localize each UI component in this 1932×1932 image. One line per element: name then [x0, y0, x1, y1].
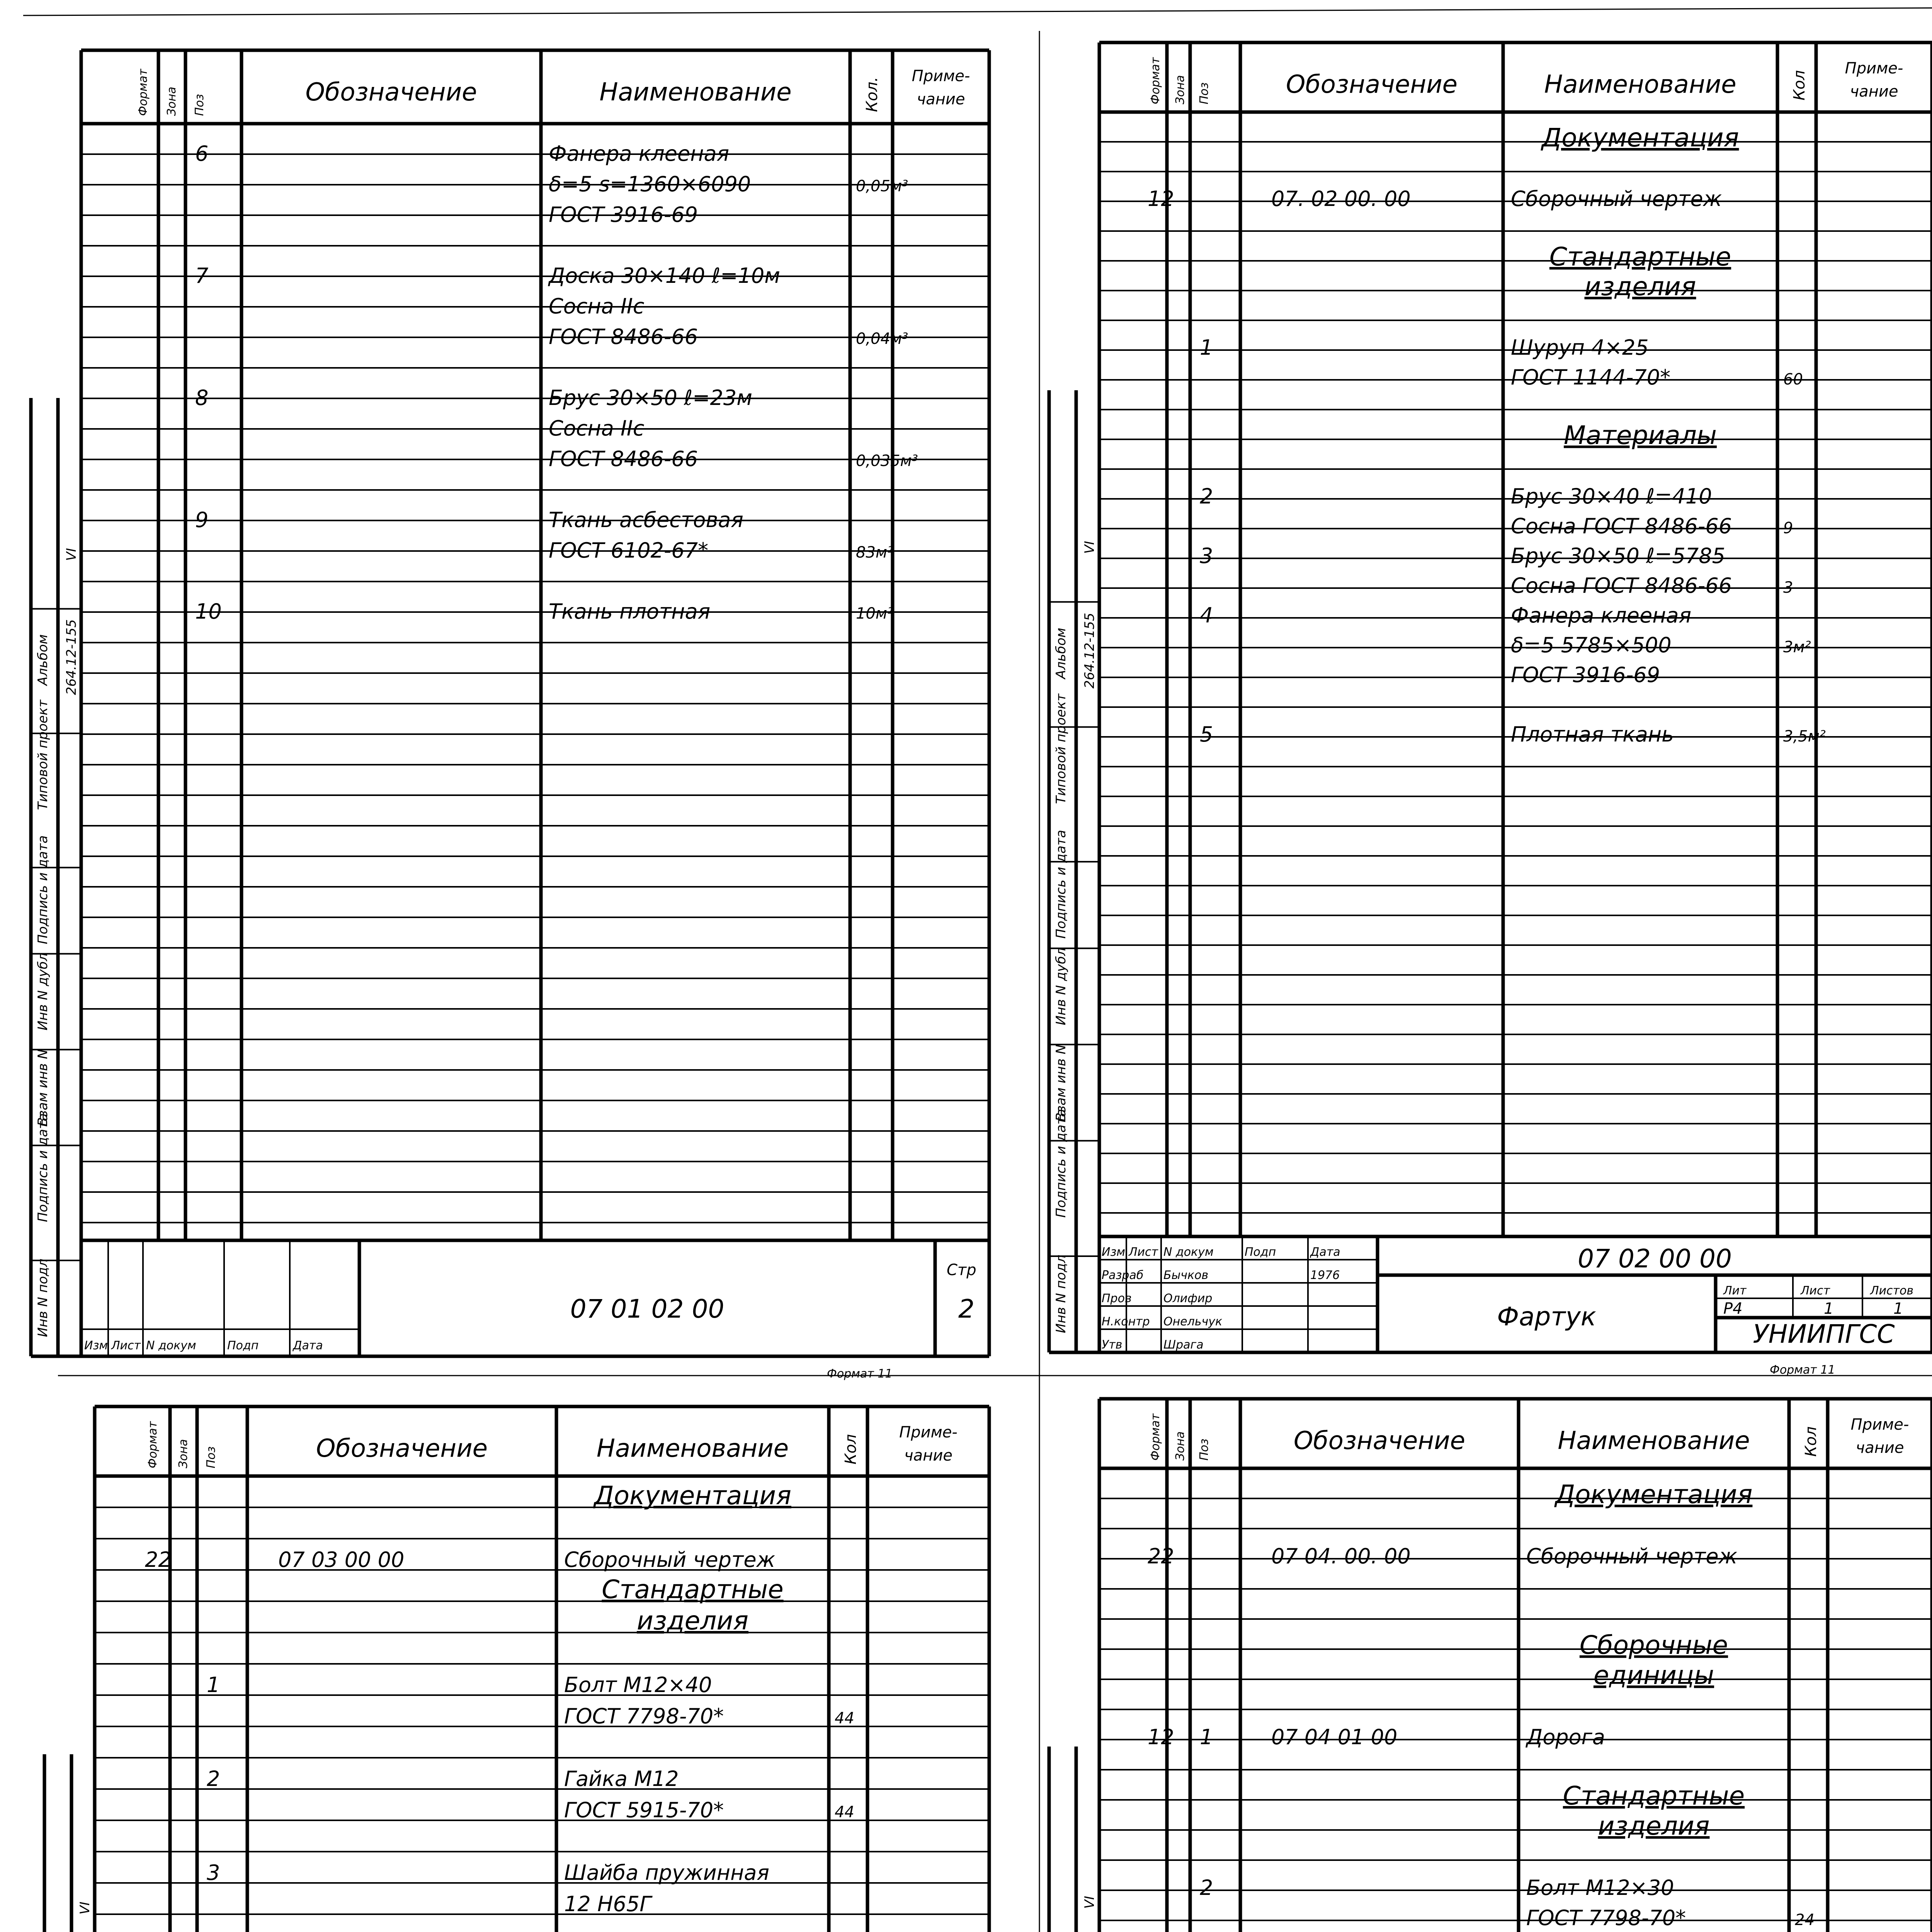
header-zone: Зона — [1173, 1431, 1187, 1461]
row-name: Фанера клееная — [1511, 603, 1692, 628]
header-qty: Кол — [1802, 1426, 1820, 1457]
label-prov: Пров — [1102, 1292, 1132, 1305]
row-format: 12 — [1148, 187, 1174, 211]
header-format: Формат — [1149, 1413, 1162, 1461]
row-position: 2 — [1200, 1876, 1213, 1900]
header-format: Формат — [146, 1421, 160, 1468]
stamp-label-2: Взам инв N — [35, 1049, 51, 1126]
row-name-section: Сборочные — [1579, 1630, 1728, 1660]
row-name: δ=5 s=1360×6090 — [549, 172, 751, 196]
value-sheets: 1 — [1893, 1300, 1903, 1318]
row-name: ГОСТ 1144-70* — [1511, 365, 1671, 389]
row-name: Болт М12×40 — [564, 1673, 712, 1697]
header-pos: Поз — [1197, 1439, 1211, 1461]
row-name-section: Документация — [1541, 123, 1739, 153]
album-number: VI — [1082, 1896, 1097, 1909]
row-name: Дорога — [1526, 1725, 1605, 1749]
person-nkontr: Онельчук — [1163, 1315, 1223, 1328]
project-number: 264.12-155 — [64, 619, 79, 695]
header-qty: Кол. — [863, 77, 881, 112]
person-utv: Шрага — [1163, 1338, 1204, 1352]
row-name: Плотная ткань — [1511, 722, 1674, 747]
row-name: ГОСТ 7798-70* — [1526, 1906, 1686, 1930]
row-name-section: изделия — [1584, 272, 1696, 301]
header-designation: Обозначение — [1293, 1427, 1466, 1455]
header-format: Формат — [1149, 57, 1162, 104]
header-qty: Кол — [842, 1434, 860, 1464]
row-format: 22 — [1148, 1544, 1174, 1568]
header-designation: Обозначение — [316, 1434, 488, 1463]
titleblock-label-list: Лист — [1129, 1245, 1158, 1259]
row-qty: 0,05м³ — [856, 177, 908, 195]
titleblock-label-data: Дата — [1310, 1245, 1340, 1259]
row-name: ГОСТ 3916-69 — [549, 202, 698, 227]
year: 1976 — [1310, 1269, 1340, 1282]
header-qty: Кол — [1791, 70, 1808, 100]
person-prov: Олифир — [1163, 1292, 1213, 1305]
page-number: 2 — [958, 1294, 975, 1324]
titleblock-label-ndokum: N докум — [1163, 1245, 1214, 1259]
row-qty: 83м² — [856, 544, 894, 561]
stamp-label-0: Инв N подл — [1053, 1255, 1069, 1333]
row-position: 8 — [195, 386, 209, 410]
album-number: VI — [1082, 541, 1097, 554]
row-name: ГОСТ 8486-66 — [549, 447, 698, 471]
row-name: Ткань асбестовая — [549, 508, 743, 532]
row-designation: 07 04 01 00 — [1271, 1725, 1398, 1749]
organization: УНИИПГСС — [1753, 1319, 1895, 1349]
album-number: VI — [64, 548, 79, 561]
page-label: Стр — [947, 1261, 976, 1279]
row-position: 7 — [195, 264, 209, 288]
stamp-label-5: Типовой проект — [1053, 694, 1069, 804]
stamp-label-3: Инв N дубл — [35, 952, 51, 1031]
header-note-2: чание — [1850, 83, 1898, 100]
titleblock-label-podp: Подп — [227, 1339, 259, 1352]
row-name: Болт М12×30 — [1526, 1876, 1674, 1900]
row-position: 10 — [195, 599, 222, 624]
row-name: Шуруп 4×25 — [1511, 335, 1649, 360]
header-note-2: чание — [904, 1447, 952, 1464]
header-pos: Поз — [193, 94, 206, 116]
stamp-label-2: Взам инв N — [1053, 1044, 1069, 1122]
titleblock-label-izm: Изм — [1102, 1245, 1126, 1259]
row-name: ГОСТ 5915-70* — [564, 1798, 724, 1822]
row-name: Брус 30×50 ℓ=5785 — [1511, 544, 1725, 568]
project-number: 264.12-155 — [1082, 612, 1097, 689]
row-qty: 3 — [1783, 579, 1793, 597]
row-designation: 07 03 00 00 — [278, 1548, 405, 1572]
row-name-section: изделия — [636, 1606, 749, 1636]
row-name: Сборочный чертеж — [564, 1548, 776, 1572]
row-name: Фанера клееная — [549, 141, 730, 166]
stamp-label-4: Подпись и дата — [35, 835, 51, 944]
header-note-1: Приме- — [1850, 1416, 1909, 1434]
row-format: 12 — [1148, 1725, 1174, 1749]
row-name-section: Документация — [594, 1481, 791, 1510]
row-position: 2 — [207, 1767, 220, 1791]
document-code: 07 02 00 00 — [1578, 1244, 1732, 1274]
header-zone: Зона — [165, 87, 179, 116]
titleblock-label-list: Лист — [111, 1339, 141, 1352]
header-pos: Поз — [204, 1446, 218, 1468]
label-lit: Лит — [1723, 1284, 1747, 1298]
row-designation: 07. 02 00. 00 — [1271, 187, 1411, 211]
header-name: Наименование — [596, 1434, 789, 1463]
row-qty: 3м² — [1783, 638, 1811, 656]
titleblock-label-ndokum: N докум — [146, 1339, 196, 1352]
row-name: Сосна IIс — [549, 294, 645, 318]
row-qty: 9 — [1783, 519, 1793, 537]
row-qty: 10м² — [856, 605, 894, 622]
row-name: Брус 30×40 ℓ=410 — [1511, 484, 1712, 509]
row-name-section: Стандартные — [602, 1575, 784, 1604]
row-position: 1 — [1200, 1725, 1213, 1749]
row-name: 12 Н65Г — [564, 1892, 651, 1916]
header-pos: Поз — [1197, 82, 1211, 104]
album-number: VI — [77, 1901, 93, 1915]
row-name-section: Стандартные — [1549, 242, 1731, 272]
row-position: 5 — [1200, 722, 1213, 747]
header-note-2: чание — [1855, 1439, 1904, 1457]
row-name: Гайка М12 — [564, 1767, 679, 1791]
row-name: Сборочный чертеж — [1511, 187, 1722, 211]
titleblock-label-izm: Изм — [84, 1339, 108, 1352]
stamp-label-1: Подпись и дата — [35, 1113, 51, 1222]
row-qty: 0,035м³ — [856, 452, 918, 470]
row-name-section: изделия — [1598, 1811, 1710, 1841]
header-note-1: Приме- — [912, 67, 970, 85]
stamp-label-1: Подпись и дата — [1053, 1109, 1069, 1218]
row-name-section: Материалы — [1564, 420, 1717, 450]
label-sheets: Листов — [1870, 1284, 1914, 1298]
row-name: Сосна IIс — [549, 416, 645, 440]
row-name: Ткань плотная — [549, 599, 711, 624]
header-note-1: Приме- — [1845, 60, 1903, 77]
stamp-label-3: Инв N дубл — [1053, 947, 1069, 1026]
row-name-section: единицы — [1593, 1660, 1714, 1690]
row-name: Сосна ГОСТ 8486-66 — [1511, 573, 1732, 598]
row-qty: 3,5м² — [1783, 728, 1826, 745]
header-zone: Зона — [1173, 75, 1187, 104]
row-position: 1 — [207, 1673, 220, 1697]
drawing-title: Фартук — [1497, 1302, 1596, 1332]
row-name: ГОСТ 3916-69 — [1511, 663, 1660, 687]
row-name: Шайба пружинная — [564, 1861, 769, 1885]
row-name: ГОСТ 6102-67* — [549, 538, 709, 563]
row-qty: 60 — [1783, 371, 1803, 388]
stamp-label-4: Подпись и дата — [1053, 830, 1069, 939]
row-name-section: Документация — [1555, 1480, 1753, 1509]
row-name: ГОСТ 7798-70* — [564, 1704, 724, 1728]
value-lit: Р4 — [1723, 1300, 1743, 1318]
titleblock-label-podp: Подп — [1245, 1245, 1276, 1259]
label-razrab: Разраб — [1102, 1269, 1144, 1282]
header-designation: Обозначение — [1286, 70, 1458, 99]
header-designation: Обозначение — [305, 78, 477, 107]
header-name: Наименование — [599, 78, 792, 107]
label-utv: Утв — [1102, 1338, 1122, 1352]
header-zone: Зона — [177, 1439, 190, 1468]
header-note-1: Приме- — [899, 1423, 957, 1441]
header-note-2: чание — [917, 90, 965, 108]
row-position: 4 — [1200, 603, 1213, 628]
person-razrab: Бычков — [1163, 1269, 1209, 1282]
row-name: Сборочный чертеж — [1526, 1544, 1738, 1568]
document-code: 07 01 02 00 — [570, 1294, 724, 1324]
row-position: 3 — [207, 1861, 220, 1885]
row-qty: 24 — [1795, 1911, 1815, 1929]
header-format: Формат — [136, 69, 150, 116]
row-name: Сосна ГОСТ 8486-66 — [1511, 514, 1732, 538]
value-sheet: 1 — [1824, 1300, 1834, 1318]
row-position: 3 — [1200, 544, 1213, 568]
header-name: Наименование — [1544, 70, 1736, 99]
row-name-section: Стандартные — [1563, 1781, 1745, 1811]
stamp-label-0: Инв N подл — [35, 1259, 51, 1337]
row-position: 2 — [1200, 484, 1213, 509]
row-designation: 07 04. 00. 00 — [1271, 1544, 1411, 1568]
header-name: Наименование — [1558, 1427, 1750, 1455]
row-position: 6 — [195, 141, 209, 166]
label-sheet: Лист — [1801, 1284, 1830, 1298]
stamp-label-6: Альбом — [35, 634, 51, 685]
row-qty: 44 — [835, 1709, 854, 1727]
format-note: Формат 11 — [1770, 1363, 1835, 1377]
stamp-label-5: Типовой проект — [35, 699, 51, 810]
row-position: 1 — [1200, 335, 1213, 360]
format-note: Формат 11 — [827, 1367, 893, 1381]
titleblock-label-data: Дата — [293, 1339, 323, 1352]
row-name: Брус 30×50 ℓ=23м — [549, 386, 752, 410]
label-nkontr: Н.контр — [1102, 1315, 1150, 1328]
stamp-label-6: Альбом — [1053, 628, 1069, 679]
row-name: δ=5 5785×500 — [1511, 633, 1672, 657]
row-position: 9 — [195, 508, 209, 532]
row-qty: 0,04м³ — [856, 330, 908, 348]
row-name: ГОСТ 8486-66 — [549, 325, 698, 349]
row-name: Доска 30×140 ℓ=10м — [549, 264, 780, 288]
row-qty: 44 — [835, 1803, 854, 1821]
row-format: 22 — [145, 1548, 172, 1572]
